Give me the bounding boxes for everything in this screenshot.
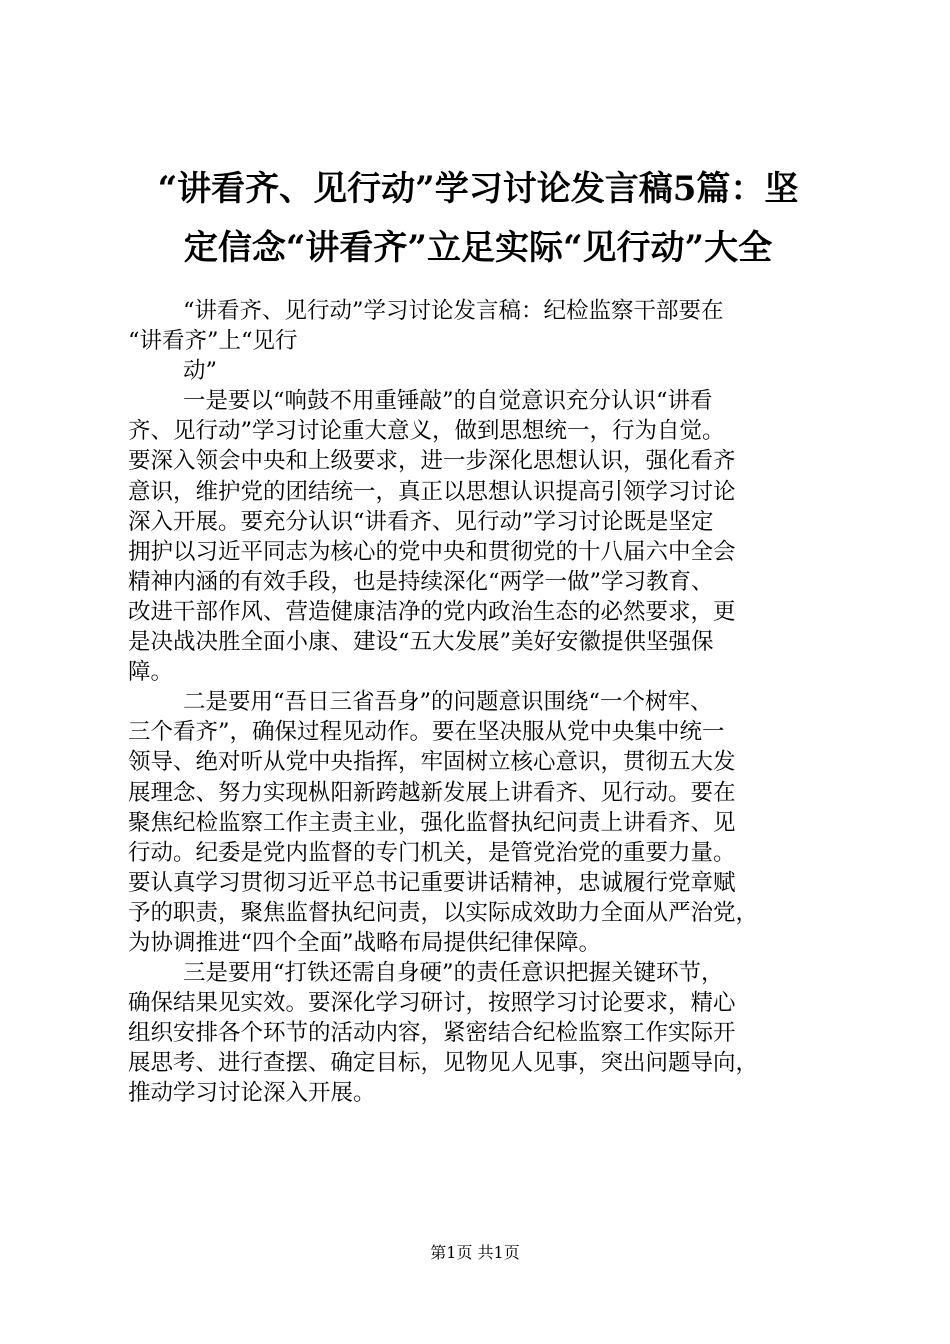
title-line-1: “讲看齐、见行动”学习讨论发言稿5篇：坚 xyxy=(157,169,799,209)
paragraph-line: 展理念、努力实现枞阳新跨越新发展上讲看齐、见行动。要在 xyxy=(128,779,736,806)
paragraph-3 xyxy=(128,958,834,1108)
paragraph-line: 确保结果见实效。要深化学习研讨，按照学习讨论要求，精心 xyxy=(128,990,736,1017)
paragraph-line: 拥护以习近平同志为核心的党中央和贯彻党的十八届六中全会 xyxy=(128,538,736,565)
paragraph-line: 齐、见行动”学习讨论重大意义，做到思想统一，行为自觉。 xyxy=(128,418,725,445)
document-title xyxy=(118,160,838,278)
subtitle-line: “讲看齐”上“见行 xyxy=(128,328,298,355)
paragraph-line: 一是要以“响鼓不用重锤敲”的自觉意识充分认识“讲看 xyxy=(183,388,713,415)
paragraph-line: 推动学习讨论深入开展。 xyxy=(128,1080,376,1107)
paragraph-line: 行动。纪委是党内监督的专门机关，是管党治党的重要力量。 xyxy=(128,839,736,866)
paragraph-line: 组织安排各个环节的活动内容，紧密结合纪检监察工作实际开 xyxy=(128,1020,736,1047)
subtitle-line: “讲看齐、见行动”学习讨论发言稿：纪检监察干部要在 xyxy=(183,298,724,324)
paragraph-line: 障。 xyxy=(128,659,174,686)
paragraph-line: 领导、绝对听从党中央指挥，牢固树立核心意识，贯彻五大发 xyxy=(128,749,736,776)
paragraph-line: 要认真学习贯彻习近平总书记重要讲话精神，忠诚履行党章赋 xyxy=(128,869,736,896)
paragraph-line: 改进干部作风、营造健康洁净的党内政治生态的必然要求，更 xyxy=(128,598,736,625)
paragraph-line: 意识，维护党的团结统一，真正以思想认识提高引领学习讨论 xyxy=(128,478,736,505)
paragraph-line: 予的职责，聚焦监督执纪问责，以实际成效助力全面从严治党， xyxy=(128,899,759,926)
subtitle-line: 动” xyxy=(183,358,218,385)
paragraph-1 xyxy=(128,386,834,687)
paragraph-line: 精神内涵的有效手段，也是持续深化“两学一做”学习教育、 xyxy=(128,568,714,595)
paragraph-line: 为协调推进“四个全面”战略布局提供纪律保障。 xyxy=(128,929,602,956)
paragraph-line: 要深入领会中央和上级要求，进一步深化思想认识，强化看齐 xyxy=(128,448,736,475)
paragraph-line: 三个看齐”，确保过程见动作。要在坚决服从党中央集中统一 xyxy=(128,719,725,746)
paragraph-line: 是决战决胜全面小康、建设“五大发展”美好安徽提供坚强保 xyxy=(128,629,714,656)
paragraph-line: 二是要用“吾日三省吾身”的问题意识围绕“一个树牢、 xyxy=(183,689,713,716)
paragraph-line: 三是要用“打铁还需自身硬”的责任意识把握关键环节， xyxy=(183,960,724,987)
page-number-footer: 第1页 共1页 xyxy=(430,1243,520,1262)
paragraph-line: 深入开展。要充分认识“讲看齐、见行动”学习讨论既是坚定 xyxy=(128,508,714,535)
paragraph-line: 聚焦纪检监察工作主责主业，强化监督执纪问责上讲看齐、见 xyxy=(128,809,736,836)
paragraph-line: 展思考、进行查摆、确定目标，见物见人见事，突出问题导向， xyxy=(128,1050,759,1077)
title-line-2: 定信念“讲看齐”立足实际“见行动”大全 xyxy=(183,228,773,268)
document-body xyxy=(128,296,834,1109)
paragraph-2 xyxy=(128,687,834,958)
subtitle-paragraph xyxy=(128,296,834,386)
